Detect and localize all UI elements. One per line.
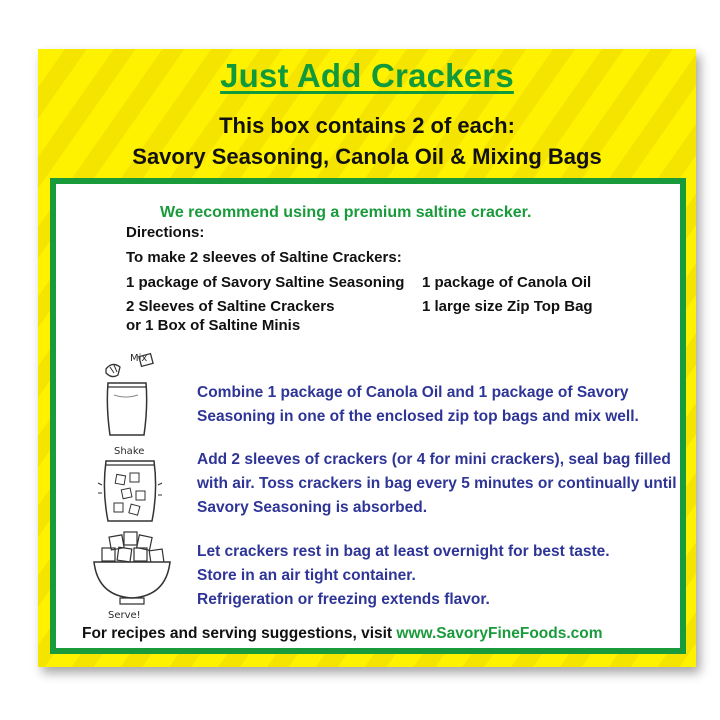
ingredient-right-2: 1 large size Zip Top Bag	[422, 298, 593, 315]
step-mix-text	[197, 381, 639, 429]
directions-make: To make 2 sleeves of Saltine Crackers:	[126, 249, 402, 266]
ingredient-left-2: 2 Sleeves of Saltine Crackers	[126, 298, 335, 315]
recommendation-text: We recommend using a premium saltine cracker.	[160, 204, 532, 221]
step-serve-line-3: Refrigeration or freezing extends flavor.	[197, 591, 490, 608]
serve-label: Serve!	[108, 610, 141, 621]
page-title: Just Add Crackers	[220, 57, 514, 94]
step-mix-line-2: Seasoning in one of the enclosed zip top bags and mix well.	[197, 408, 639, 425]
step-shake-line-1: Add 2 sleeves of crackers (or 4 for mini crackers), seal bag filled	[197, 451, 671, 468]
step-serve-text	[197, 540, 610, 612]
website-link[interactable]: www.SavoryFineFoods.com	[396, 625, 603, 642]
footer-label: For recipes and serving suggestions, visit	[82, 625, 393, 642]
ingredient-right-1: 1 package of Canola Oil	[422, 274, 592, 291]
step-serve-line-2: Store in an air tight container.	[197, 567, 416, 584]
subtitle-line-2: Savory Seasoning, Canola Oil & Mixing Bags	[132, 144, 602, 169]
serve-bowl-icon	[90, 530, 174, 622]
mix-bag-icon	[94, 349, 174, 439]
shake-bag-icon	[96, 443, 176, 529]
shake-label: Shake	[114, 446, 145, 457]
step-shake-text	[197, 448, 677, 520]
directions-panel	[50, 178, 686, 654]
mix-label: Mix	[130, 353, 148, 364]
step-serve-line-1: Let crackers rest in bag at least overnight for best taste.	[197, 543, 610, 560]
directions-heading: Directions:	[126, 224, 205, 241]
footer-text	[82, 625, 603, 643]
step-shake-line-3: Savory Seasoning is absorbed.	[197, 499, 427, 516]
product-card	[38, 49, 696, 667]
step-mix-line-1: Combine 1 package of Canola Oil and 1 package of Savory	[197, 384, 629, 401]
ingredient-left-3: or 1 Box of Saltine Minis	[126, 317, 301, 334]
ingredient-left-1: 1 package of Savory Saltine Seasoning	[126, 274, 405, 291]
step-shake-line-2: with air. Toss crackers in bag every 5 minutes or continually until	[197, 475, 677, 492]
subtitle-line-1: This box contains 2 of each:	[219, 113, 515, 138]
